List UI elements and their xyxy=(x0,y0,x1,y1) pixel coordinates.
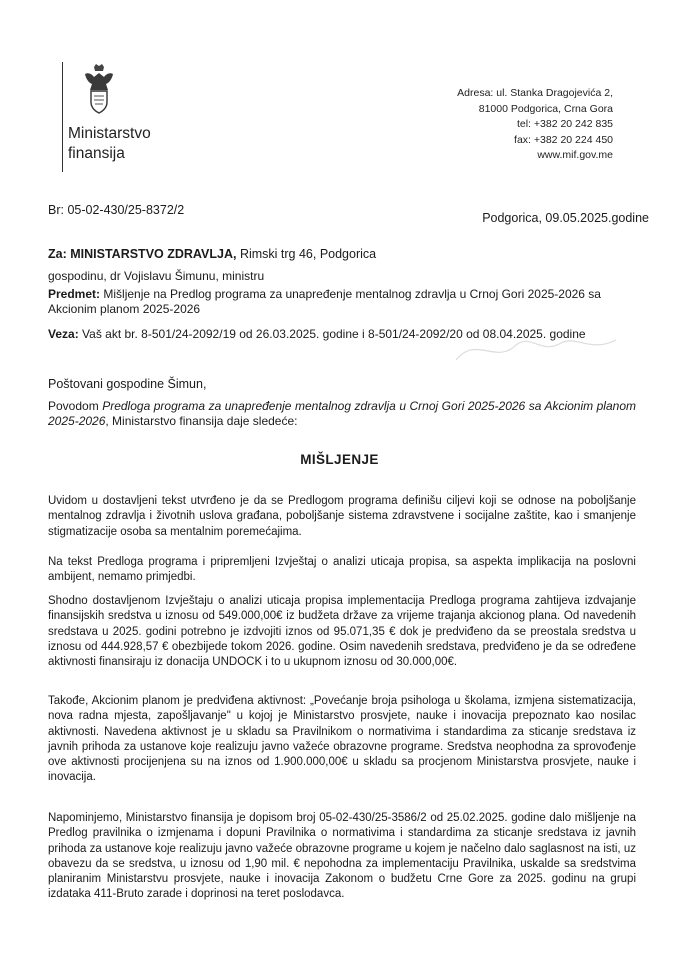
body-paragraph: Na tekst Predloga programa i pripremljeni Izvještaj o analizi uticaja propisa, sa aspekta implikacija na poslovni ambijent, nemamo primjedbi. xyxy=(48,556,636,584)
fax: fax: +382 20 224 450 xyxy=(514,133,613,146)
veza-label: Veza: xyxy=(48,327,79,341)
header-divider xyxy=(62,62,63,172)
ministry-name-line1: Ministarstvo xyxy=(68,125,151,142)
faint-signature-mark xyxy=(446,325,626,375)
opinion-heading: MIŠLJENJE xyxy=(300,452,379,467)
recipient-person: gospodinu, dr Vojislavu Šimunu, ministru xyxy=(48,269,265,283)
ministry-name-line2: finansija xyxy=(68,145,125,162)
montenegro-coat-of-arms-icon xyxy=(82,64,116,116)
intro-start: Povodom xyxy=(48,399,99,413)
contact-block xyxy=(457,86,613,164)
subject-line xyxy=(48,287,648,317)
body-paragraph: Uvidom u dostavljeni tekst utvrđeno je da se Predlogom programa definišu ciljevi koji se odnose na poboljšanje mentalnog zdravlja i životnih uslova građana, poboljšanje sistema zdravstvene i socijalne zaštite, kao i smanjenje stigmatizacije osoba sa mentalnim poremećajima. xyxy=(48,495,636,538)
intro-document-title: Predloga programa za unapređenje mentalnog zdravlja u Crnoj Gori 2025-2026 sa Akcionim planom 2025-2026 xyxy=(48,399,636,428)
intro-end: , Ministarstvo finansija daje sledeće: xyxy=(105,414,298,428)
veza-text: Vaš akt br. 8-501/24-2092/19 od 26.03.2025. godine i 8-501/24-2092/20 od 08.04.2025. godine xyxy=(82,327,586,341)
address-line1: Adresa: ul. Stanka Dragojevića 2, xyxy=(457,87,613,99)
address-line2: 81000 Podgorica, Crna Gora xyxy=(478,102,613,115)
body-paragraph: Takođe, Akcionim planom je predviđena aktivnost: „Povećanje broja psihologa u školama, izmjena sistematizacija, nova radna mjesta, zapošljavanje" u kojoj je Ministarstvo prosvjete, nauke i inovacija prepoznato kao nosilac aktivnosti. Navedena aktivnost je u skladu sa Pravilnikom o normativima i standardima za sticanje sredstava iz javnih prihoda za ustanove koje realizuju javno važeće obrazovne programe. Sredstva neophodna za sprovođenje ove aktivnosti procijenjena su na iznos od 1.900.000,00€ u skladu sa procjenom Ministarstva prosvjete, nauke i inovacija. xyxy=(48,695,636,784)
place-date: Podgorica, 09.05.2025.godine xyxy=(482,211,649,225)
body-paragraph: Napominjemo, Ministarstvo finansija je dopisom broj 05-02-430/25-3586/2 od 25.02.2025. godine dalo mišljenje na Predlog pravilnika o izmjenama i dopuni Pravilnika o normativima i standardima za sticanje sredstava iz javnih prihoda za ustanove koje realizuju javno važeće obrazovne programe u kojem je načelno dalo saglasnost na isti, uz obavezu da se sredstva, u iznosu od 1,90 mil. € nepohodna za implementaciju Pravilnika, uskalde sa sredstvima planiranim Ministarstvu prosvjete, nauke i inovacija Zakonom o budžetu Crne Gore za 2025. godinu na grupi izdataka 411-Bruto zarade i doprinosi na teret poslodavca. xyxy=(48,812,636,901)
intro-paragraph xyxy=(48,399,636,429)
reference-number: Br: 05-02-430/25-8372/2 xyxy=(48,203,185,217)
recipient-line xyxy=(48,247,376,261)
greeting: Poštovani gospodine Šimun, xyxy=(48,377,207,391)
recipient-label: Za: xyxy=(48,247,67,261)
subject-label: Predmet: xyxy=(48,287,101,301)
ministry-name xyxy=(68,124,151,164)
recipient-address: Rimski trg 46, Podgorica xyxy=(239,247,377,261)
subject-text: Mišljenje na Predlog programa za unapređenje mentalnog zdravlja u Crnoj Gori 2025-2026 sa Akcionim planom 2025-2026 xyxy=(48,287,601,316)
phone: tel: +382 20 242 835 xyxy=(516,118,613,130)
recipient-name: MINISTARSTVO ZDRAVLJA, xyxy=(70,247,237,261)
body-paragraph: Shodno dostavljenom Izvještaju o analizi uticaja propisa implementacija Predloga programa zahtijeva izdvajanje finansijskih sredstva u iznosu od 549.000,00€ iz budžeta države za vrijeme trajanja akcionog plana. Od navedenih sredstava u 2025. godini potrebno je izdvojiti iznos od 95.071,35 € dok je predviđeno da se preostala sredstva u iznosu od 444.928,57 € obezbijede tokom 2026. godine. Osim navedenih sredstava, predviđeno je da se određene aktivnosti finansiraju iz donacija UNDOCK i to u ukupnom iznosu od 30.000,00€. xyxy=(48,595,636,669)
website: www.mif.gov.me xyxy=(537,149,613,161)
